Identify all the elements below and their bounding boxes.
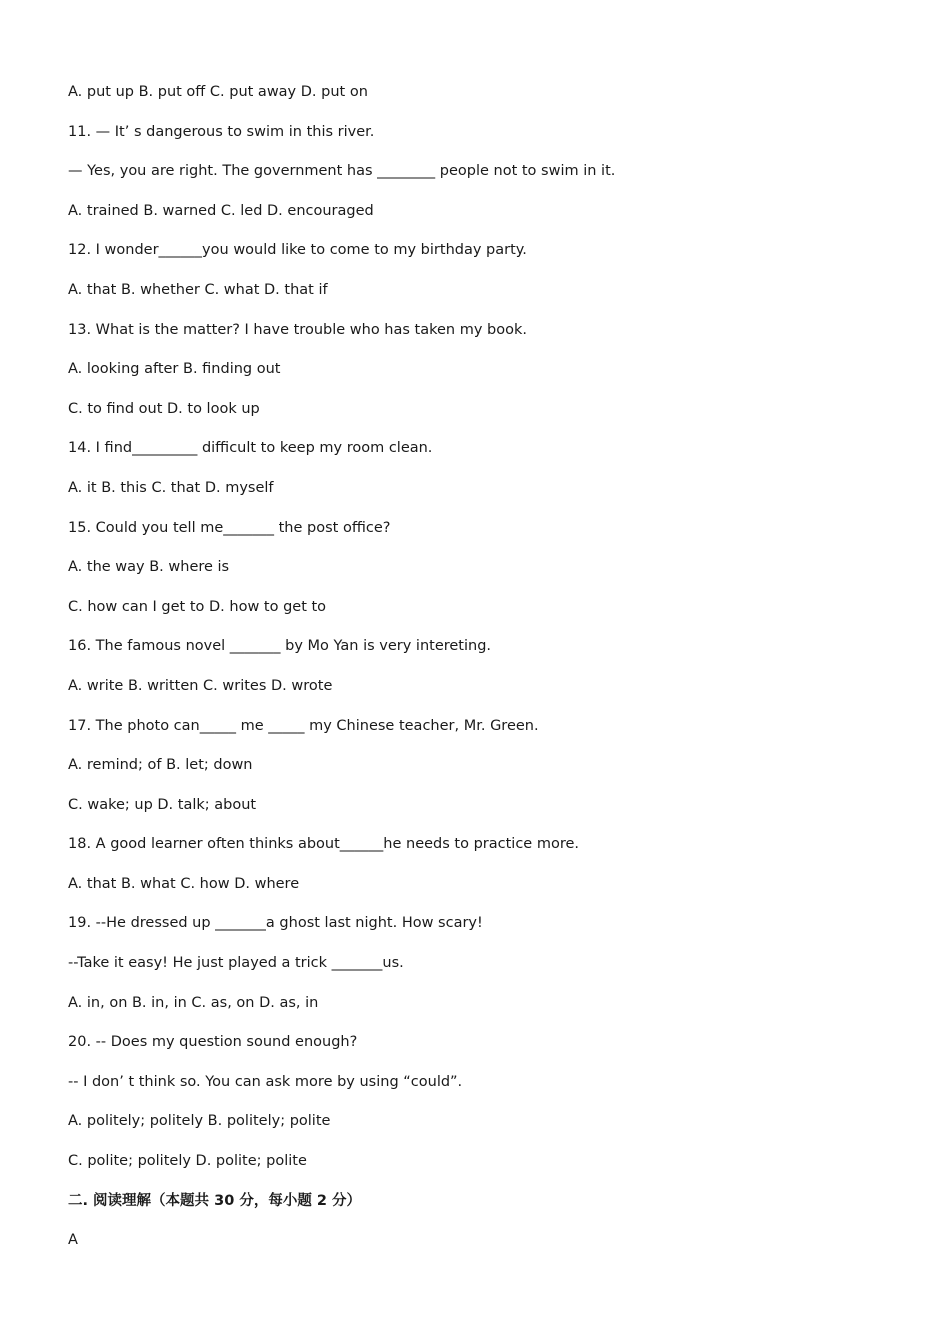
question-12: 12. I wonder______you would like to come to my birthday party. (68, 242, 527, 259)
option-line: C. how can I get to D. how to get to (68, 598, 327, 615)
question-19: 19. --He dressed up _______a ghost last night. How scary! (68, 915, 483, 932)
option-line: A. the way B. where is (68, 559, 230, 576)
section-heading: 二. 阅读理解（本题共 30 分，每小题 2 分） (68, 1192, 362, 1209)
option-line: A. that B. what C. how D. where (68, 875, 300, 892)
question-11: 11. — It’ s dangerous to swim in this river. (68, 123, 375, 140)
question-14: 14. I find_________ difficult to keep my room clean. (68, 440, 433, 457)
question-line: --Take it easy! He just played a trick _______us. (68, 955, 404, 972)
option-line: A. write B. written C. writes D. wrote (68, 677, 333, 694)
question-15: 15. Could you tell me_______ the post office? (68, 519, 391, 536)
question-16: 16. The famous novel _______ by Mo Yan is very intereting. (68, 638, 492, 655)
question-18: 18. A good learner often thinks about______he needs to practice more. (68, 836, 579, 853)
option-line: C. wake; up D. talk; about (68, 796, 257, 813)
option-line: A. put up B. put off C. put away D. put on (68, 84, 368, 100)
question-13: 13. What is the matter? I have trouble who has taken my book. (68, 321, 527, 338)
question-20: 20. -- Does my question sound enough? (68, 1034, 358, 1051)
option-line: A. it B. this C. that D. myself (68, 479, 274, 496)
option-line: C. polite; politely D. polite; polite (68, 1153, 307, 1170)
question-line: -- I don’ t think so. You can ask more by using “could”. (68, 1073, 463, 1090)
passage-label: A (68, 1232, 78, 1249)
option-line: C. to find out D. to look up (68, 400, 260, 417)
option-line: A. in, on B. in, in C. as, on D. as, in (68, 994, 319, 1011)
question-17: 17. The photo can_____ me _____ my Chinese teacher, Mr. Green. (68, 717, 539, 734)
option-line: A. looking after B. finding out (68, 361, 281, 378)
option-line: A. politely; politely B. politely; polite (68, 1113, 331, 1130)
document-page (68, 82, 908, 1270)
question-line: — Yes, you are right. The government has ________ people not to swim in it. (68, 163, 616, 180)
option-line: A. that B. whether C. what D. that if (68, 281, 328, 298)
option-line: A. remind; of B. let; down (68, 757, 253, 774)
option-line: A. trained B. warned C. led D. encouraged (68, 202, 374, 219)
